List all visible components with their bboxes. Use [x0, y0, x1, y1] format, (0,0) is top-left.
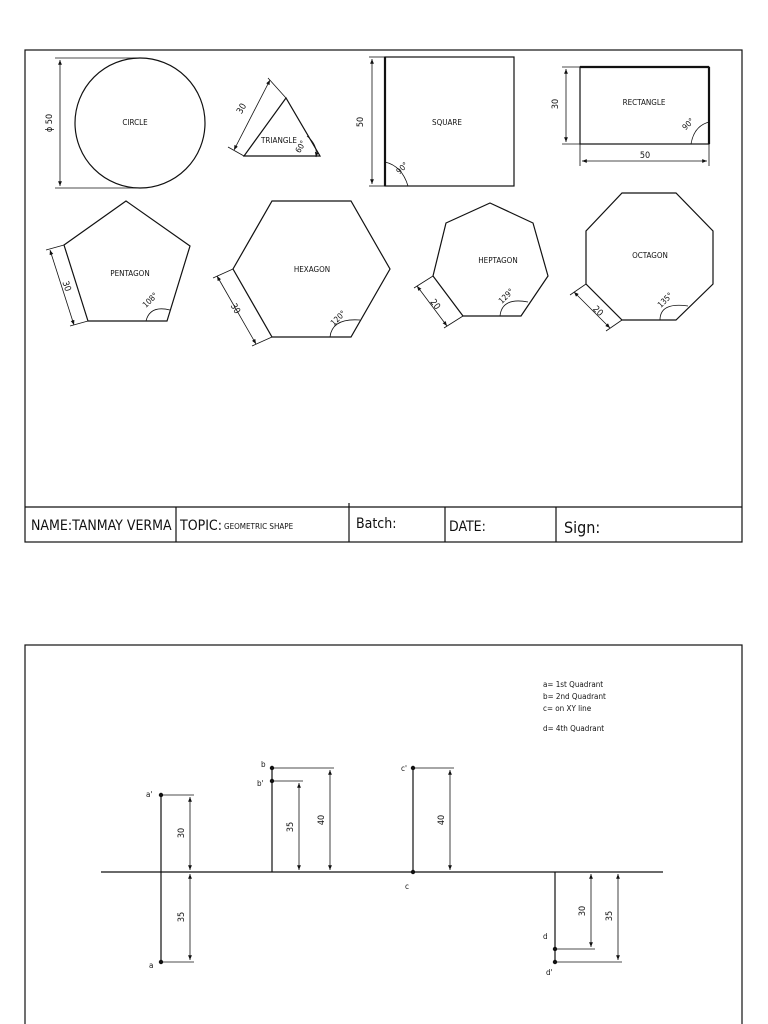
- heptagon-label: HEPTAGON: [478, 256, 518, 265]
- point-d-projection: [543, 872, 622, 977]
- heptagon-shape: [414, 203, 548, 328]
- dim-a-bottom: 35: [177, 911, 187, 923]
- sign-field: Sign:: [564, 518, 601, 537]
- circle-diameter-dim: ϕ 50: [45, 113, 55, 133]
- dim-b: 40: [317, 814, 327, 826]
- point-b-projection: [257, 760, 334, 872]
- title-block: [25, 503, 742, 542]
- octagon-angle: 135°: [655, 290, 675, 310]
- dim-d-prime: 35: [605, 910, 615, 922]
- pentagon-angle: 108°: [140, 290, 160, 310]
- point-c-prime-label: c': [401, 764, 407, 773]
- heptagon-angle: 129°: [496, 286, 516, 306]
- dim-c-prime: 40: [437, 814, 447, 826]
- sheet-2-border: [25, 645, 742, 1024]
- point-b-label: b: [261, 760, 266, 769]
- hexagon-label: HEXAGON: [293, 265, 331, 274]
- square-side-dim: 50: [356, 116, 366, 128]
- legend-item: b= 2nd Quadrant: [543, 692, 606, 701]
- date-field: DATE:: [449, 519, 486, 535]
- octagon-label: OCTAGON: [632, 251, 668, 260]
- hexagon-side-dim: 30: [227, 302, 242, 316]
- dim-b-prime: 35: [286, 821, 296, 833]
- legend-item: c= on XY line: [543, 704, 592, 713]
- rectangle-height-dim: 30: [551, 98, 561, 110]
- point-c-label: c: [405, 882, 409, 891]
- point-d-label: d: [543, 932, 548, 941]
- quadrant-legend: [543, 680, 606, 733]
- octagon-side-dim: 20: [590, 304, 605, 319]
- circle-label: CIRCLE: [122, 118, 148, 127]
- point-b-prime-label: b': [257, 779, 264, 788]
- triangle-angle: 60°: [293, 138, 308, 155]
- rectangle-angle: 90°: [680, 116, 696, 132]
- dim-d: 30: [578, 905, 588, 917]
- point-a-prime-label: a': [146, 790, 153, 799]
- rectangle-width-dim: 50: [639, 151, 651, 161]
- pentagon-side-dim: 30: [59, 279, 73, 293]
- sheet-2: [25, 645, 742, 1024]
- point-a-projection: [146, 790, 194, 970]
- hexagon-angle: 120°: [328, 308, 348, 328]
- dim-a-top: 30: [177, 827, 187, 839]
- square-angle: 90°: [394, 160, 410, 176]
- point-d-prime-label: d': [546, 968, 553, 977]
- sheet-1: [25, 50, 742, 542]
- square-shape: [356, 57, 514, 186]
- topic-label: TOPIC:: [180, 518, 222, 534]
- rectangle-shape: [551, 67, 709, 166]
- legend-item: a= 1st Quadrant: [543, 680, 604, 689]
- topic-value: GEOMETRIC SHAPE: [224, 522, 294, 531]
- point-a-label: a: [149, 961, 154, 970]
- pentagon-label: PENTAGON: [110, 269, 150, 278]
- square-label: SQUARE: [432, 118, 462, 127]
- triangle-shape: [228, 78, 320, 157]
- name-field: NAME:TANMAY VERMA: [31, 518, 172, 534]
- triangle-label: TRIANGLE: [261, 136, 297, 145]
- batch-field: Batch:: [356, 516, 397, 532]
- hexagon-shape: [213, 201, 390, 346]
- octagon-shape: [570, 193, 713, 331]
- triangle-side-dim: 30: [235, 102, 250, 116]
- pentagon-shape: [46, 201, 190, 326]
- rectangle-label: RECTANGLE: [622, 98, 666, 107]
- heptagon-side-dim: 20: [427, 297, 442, 312]
- circle-shape: [45, 58, 205, 188]
- legend-item: d= 4th Quadrant: [543, 724, 605, 733]
